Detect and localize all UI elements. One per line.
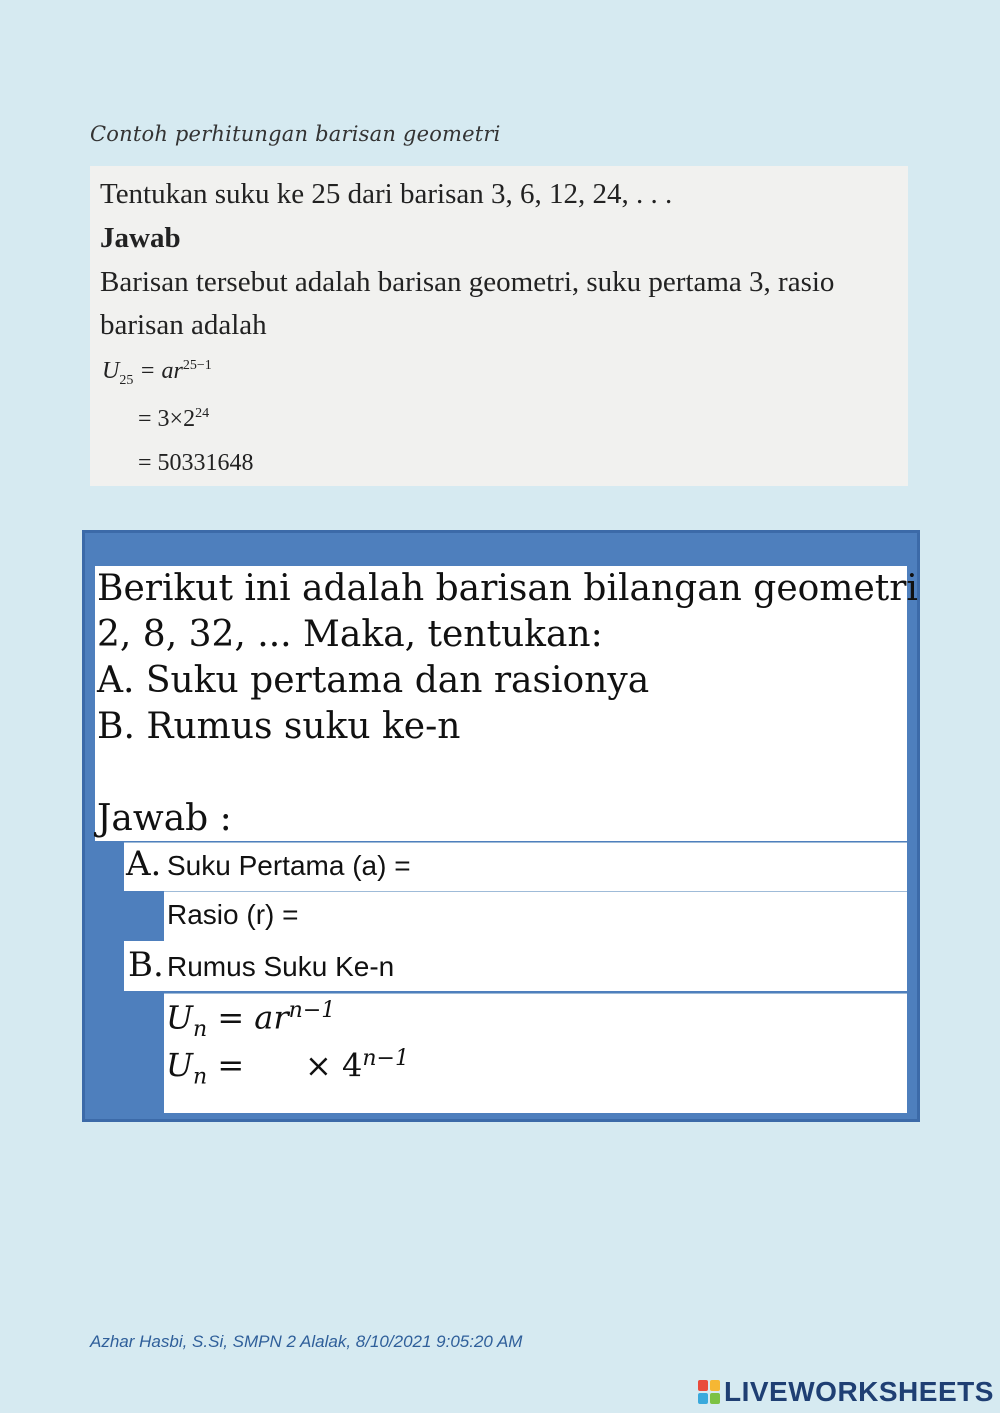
- footer-credit: Azhar Hasbi, S.Si, SMPN 2 Alalak, 8/10/2021 9:05:20 AM: [90, 1332, 523, 1351]
- gf-rhs-sup: n−1: [288, 998, 336, 1023]
- caption: Contoh perhitungan barisan geometri: [90, 122, 501, 146]
- gf-rhs: = ar: [217, 998, 289, 1037]
- sf-lhs-sub: n: [192, 1064, 208, 1090]
- part-a-letter: A.: [126, 844, 162, 884]
- first-term-input[interactable]: [452, 846, 896, 886]
- example-explanation-line2: barisan adalah: [100, 309, 267, 341]
- ratio-input[interactable]: [325, 896, 889, 936]
- sf-sup: n−1: [362, 1046, 409, 1071]
- example-formula-3: = 50331648: [138, 450, 254, 476]
- general-formula: [166, 998, 335, 1042]
- sf-eq: =: [217, 1046, 245, 1084]
- gf-lhs: U: [166, 998, 193, 1037]
- example-explanation-line1: Barisan tersebut adalah barisan geometri, suku pertama 3, rasio: [100, 266, 835, 298]
- logo-text: LIVEWORKSHEETS: [724, 1376, 994, 1407]
- ratio-label: Rasio (r) =: [167, 899, 299, 930]
- task-line-4: B. Rumus suku ke-n: [97, 706, 461, 747]
- logo-square-1: [698, 1380, 708, 1391]
- specific-formula: [166, 1046, 244, 1089]
- formula-rhs-sup: 25−1: [182, 358, 212, 373]
- first-term-label: Suku Pertama (a) =: [167, 850, 411, 881]
- task-question-area: [95, 566, 918, 841]
- example-formula-1: [102, 358, 212, 389]
- logo-square-2: [710, 1380, 720, 1391]
- example-box: [90, 166, 908, 486]
- logo-square-4: [710, 1393, 720, 1404]
- example-formula-2: [138, 406, 209, 433]
- example-answer-heading: Jawab: [100, 222, 181, 254]
- task-line-3: A. Suku pertama dan rasionya: [97, 660, 650, 701]
- gf-lhs-sub: n: [192, 1017, 208, 1043]
- task-line-1: Berikut ini adalah barisan bilangan geometri: [97, 568, 918, 609]
- formula-2-text: = 3×2: [138, 406, 196, 432]
- sf-lhs: U: [166, 1046, 193, 1084]
- logo-square-3: [698, 1393, 708, 1404]
- task-line-2: 2, 8, 32, ... Maka, tentukan:: [97, 614, 603, 655]
- formula-lhs: U: [102, 358, 120, 384]
- formula-heading-label: Rumus Suku Ke-n: [167, 951, 395, 982]
- example-question: Tentukan suku ke 25 dari barisan 3, 6, 12, 24, . . .: [100, 178, 673, 210]
- logo-mark-icon: [698, 1380, 720, 1404]
- part-b-letter: B.: [128, 945, 164, 985]
- coefficient-input[interactable]: [252, 1050, 306, 1088]
- formula-2-sup: 24: [195, 406, 210, 421]
- formula-lhs-sub: 25: [119, 372, 134, 388]
- formula-rhs: = ar: [139, 358, 183, 384]
- specific-formula-rhs: [305, 1046, 409, 1085]
- sf-times: × 4: [305, 1046, 363, 1085]
- task-answer-heading: Jawab :: [97, 798, 232, 839]
- liveworksheets-logo[interactable]: [698, 1376, 994, 1408]
